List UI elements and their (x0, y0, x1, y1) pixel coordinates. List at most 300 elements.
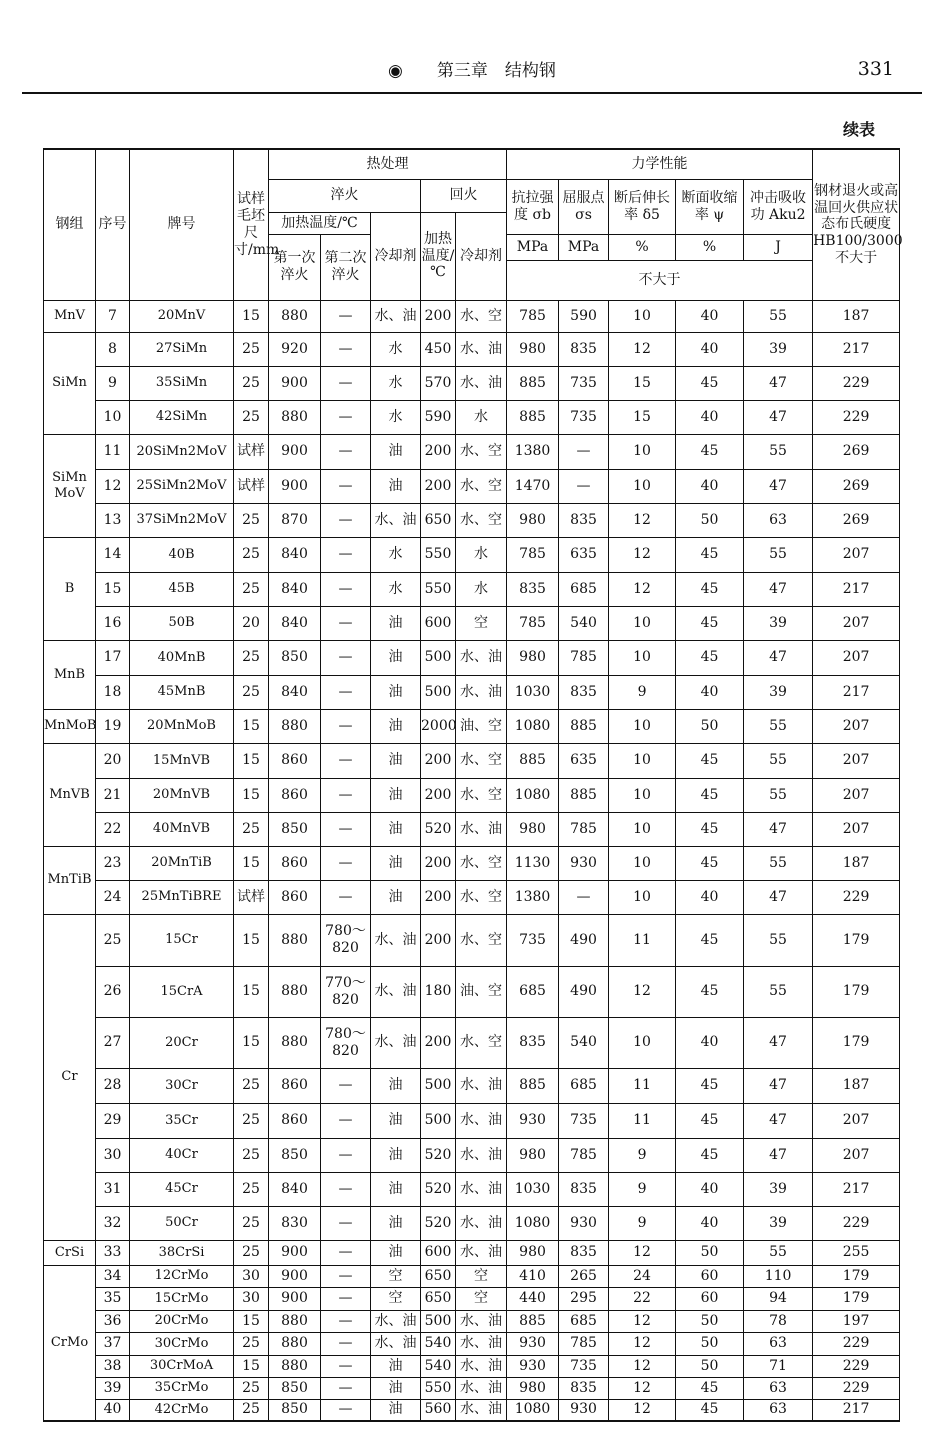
cell-q2: 770～ 820 (321, 966, 371, 1017)
cell-ss: 685 (559, 572, 609, 606)
cell-qcool: 水、油 (371, 1332, 421, 1355)
cell-ak: 55 (744, 743, 813, 778)
cell-ak: 47 (744, 469, 813, 503)
col-d5: 断后伸长率 δ5 (609, 179, 676, 234)
table-body (44, 300, 900, 1421)
cell-sb: 885 (507, 366, 559, 400)
cell-ak: 55 (744, 966, 813, 1017)
col-sb: 抗拉强度 σb (507, 179, 559, 234)
cell-size: 25 (234, 503, 269, 537)
cell-no: 36 (96, 1310, 130, 1332)
cell-size: 25 (234, 1206, 269, 1240)
cell-q1: 830 (269, 1206, 321, 1240)
cell-q2: — (321, 743, 371, 778)
cell-qcool: 水、油 (371, 1310, 421, 1332)
cell-size: 25 (234, 1068, 269, 1103)
cell-d5: 12 (609, 1355, 676, 1377)
cell-size: 25 (234, 1377, 269, 1399)
cell-ttemp: 560 (421, 1399, 456, 1421)
cell-ttemp: 520 (421, 812, 456, 846)
cell-tcool: 水、空 (456, 469, 507, 503)
cell-group: CrSi (44, 1240, 96, 1265)
cell-tcool: 水、油 (456, 640, 507, 675)
cell-size: 25 (234, 675, 269, 709)
cell-hb: 229 (813, 1206, 900, 1240)
cell-tcool: 水、油 (456, 1377, 507, 1399)
cell-d5: 10 (609, 640, 676, 675)
table-row (44, 640, 900, 675)
cell-d5: 12 (609, 503, 676, 537)
col-group: 钢组 (44, 149, 96, 300)
cell-size: 25 (234, 332, 269, 366)
cell-group: MnMoB (44, 709, 96, 743)
cell-no: 33 (96, 1240, 130, 1265)
cell-grade: 35SiMn (130, 366, 234, 400)
cell-ak: 47 (744, 1103, 813, 1138)
cell-qcool: 油 (371, 1068, 421, 1103)
cell-size: 15 (234, 966, 269, 1017)
cell-ttemp: 200 (421, 914, 456, 966)
cell-ttemp: 570 (421, 366, 456, 400)
table-row (44, 1138, 900, 1172)
table-row (44, 434, 900, 469)
cell-no: 27 (96, 1017, 130, 1068)
cell-d5: 10 (609, 434, 676, 469)
cell-sb: 410 (507, 1265, 559, 1287)
cell-qcool: 油 (371, 1240, 421, 1265)
cell-no: 39 (96, 1377, 130, 1399)
chapter-title: ◉ 第三章 结构钢 (388, 61, 556, 81)
cell-size: 25 (234, 1399, 269, 1421)
unit-pct: % (676, 234, 744, 260)
cell-hb: 229 (813, 366, 900, 400)
cell-q2: — (321, 300, 371, 332)
cell-ak: 71 (744, 1355, 813, 1377)
cell-q1: 900 (269, 366, 321, 400)
cell-tcool: 水 (456, 537, 507, 572)
cell-qcool: 油 (371, 778, 421, 812)
cell-psi: 40 (676, 332, 744, 366)
cell-no: 13 (96, 503, 130, 537)
cell-q2: — (321, 1240, 371, 1265)
cell-ak: 47 (744, 572, 813, 606)
cell-q2: — (321, 1103, 371, 1138)
cell-tcool: 水、空 (456, 880, 507, 914)
table-row (44, 366, 900, 400)
cell-ttemp: 200 (421, 434, 456, 469)
cell-hb: 229 (813, 1332, 900, 1355)
cell-ak: 39 (744, 675, 813, 709)
cell-q2: — (321, 1206, 371, 1240)
cell-size: 25 (234, 1332, 269, 1355)
col-ss: 屈服点 σs (559, 179, 609, 234)
cell-grade: 20MnMoB (130, 709, 234, 743)
table-header (44, 149, 903, 300)
cell-q2: — (321, 778, 371, 812)
cell-ss: 835 (559, 1377, 609, 1399)
unit-j: J (744, 234, 813, 260)
cell-ss: 490 (559, 914, 609, 966)
cell-no: 35 (96, 1287, 130, 1310)
cell-qcool: 水、油 (371, 966, 421, 1017)
cell-grade: 45MnB (130, 675, 234, 709)
col-q1: 第一次淬火 (269, 234, 321, 300)
cell-tcool: 水、油 (456, 1332, 507, 1355)
cell-grade: 50Cr (130, 1206, 234, 1240)
cell-q1: 840 (269, 537, 321, 572)
cell-group: MnTiB (44, 846, 96, 914)
cell-tcool: 油、空 (456, 966, 507, 1017)
cell-sb: 835 (507, 1017, 559, 1068)
cell-qcool: 油 (371, 1399, 421, 1421)
cell-d5: 12 (609, 1310, 676, 1332)
cell-no: 37 (96, 1332, 130, 1355)
cell-tcool: 水、空 (456, 300, 507, 332)
cell-hb: 207 (813, 537, 900, 572)
cell-q1: 880 (269, 1017, 321, 1068)
cell-no: 23 (96, 846, 130, 880)
cell-psi: 50 (676, 503, 744, 537)
cell-hb: 179 (813, 966, 900, 1017)
cell-hb: 207 (813, 709, 900, 743)
col-qtemp: 加热温度/℃ (269, 212, 371, 234)
cell-ss: 735 (559, 1355, 609, 1377)
cell-hb: 229 (813, 1377, 900, 1399)
table-row (44, 400, 900, 434)
cell-tcool: 水、空 (456, 778, 507, 812)
cell-sb: 835 (507, 572, 559, 606)
table-row (44, 914, 900, 966)
cell-hb: 217 (813, 675, 900, 709)
cell-psi: 40 (676, 1172, 744, 1206)
cell-ak: 55 (744, 846, 813, 880)
cell-tcool: 水、油 (456, 675, 507, 709)
col-not-less: 不大于 (507, 260, 813, 300)
cell-qcool: 油 (371, 846, 421, 880)
cell-q1: 860 (269, 846, 321, 880)
col-temper: 回火 (421, 179, 507, 212)
cell-ak: 47 (744, 880, 813, 914)
cell-q2: — (321, 1172, 371, 1206)
cell-psi: 50 (676, 1332, 744, 1355)
cell-q2: — (321, 1377, 371, 1399)
col-ttemp: 加热温度/℃ (421, 212, 456, 300)
table-row (44, 1399, 900, 1421)
cell-q1: 900 (269, 469, 321, 503)
cell-q1: 860 (269, 880, 321, 914)
page-header (22, 0, 922, 94)
cell-hb: 179 (813, 914, 900, 966)
cell-d5: 10 (609, 1017, 676, 1068)
cell-sb: 980 (507, 812, 559, 846)
cell-grade: 20Cr (130, 1017, 234, 1068)
cell-q2: — (321, 846, 371, 880)
cell-hb: 179 (813, 1265, 900, 1287)
cell-sb: 785 (507, 606, 559, 640)
cell-hb: 217 (813, 1399, 900, 1421)
cell-size: 15 (234, 300, 269, 332)
cell-ss: 835 (559, 332, 609, 366)
table-row (44, 966, 900, 1017)
cell-psi: 45 (676, 1103, 744, 1138)
cell-psi: 45 (676, 966, 744, 1017)
cell-qcool: 油 (371, 1355, 421, 1377)
cell-qcool: 油 (371, 1138, 421, 1172)
cell-sb: 1130 (507, 846, 559, 880)
cell-size: 25 (234, 812, 269, 846)
cell-grade: 30Cr (130, 1068, 234, 1103)
cell-ttemp: 540 (421, 1355, 456, 1377)
cell-d5: 9 (609, 1172, 676, 1206)
cell-q1: 840 (269, 1172, 321, 1206)
cell-tcool: 水、空 (456, 503, 507, 537)
cell-d5: 10 (609, 846, 676, 880)
cell-ak: 55 (744, 300, 813, 332)
cell-psi: 45 (676, 1377, 744, 1399)
cell-ttemp: 550 (421, 1377, 456, 1399)
cell-group: MnVB (44, 743, 96, 846)
cell-tcool: 水、空 (456, 1017, 507, 1068)
cell-psi: 60 (676, 1265, 744, 1287)
cell-q1: 920 (269, 332, 321, 366)
cell-ss: 835 (559, 675, 609, 709)
cell-no: 38 (96, 1355, 130, 1377)
cell-ss: 735 (559, 400, 609, 434)
cell-sb: 980 (507, 1138, 559, 1172)
cell-ss: — (559, 469, 609, 503)
cell-no: 10 (96, 400, 130, 434)
cell-sb: 885 (507, 1068, 559, 1103)
cell-d5: 12 (609, 1240, 676, 1265)
cell-psi: 60 (676, 1287, 744, 1310)
cell-q2: — (321, 1355, 371, 1377)
cell-sb: 885 (507, 400, 559, 434)
cell-ak: 55 (744, 537, 813, 572)
cell-psi: 45 (676, 606, 744, 640)
cell-d5: 11 (609, 1103, 676, 1138)
cell-no: 19 (96, 709, 130, 743)
cell-hb: 187 (813, 846, 900, 880)
cell-q1: 860 (269, 778, 321, 812)
cell-q2: — (321, 1138, 371, 1172)
cell-no: 16 (96, 606, 130, 640)
cell-sb: 930 (507, 1103, 559, 1138)
cell-tcool: 水、油 (456, 1399, 507, 1421)
cell-size: 15 (234, 778, 269, 812)
cell-no: 14 (96, 537, 130, 572)
cell-ss: 540 (559, 1017, 609, 1068)
cell-sb: 1080 (507, 1399, 559, 1421)
cell-tcool: 水、油 (456, 366, 507, 400)
cell-psi: 45 (676, 640, 744, 675)
cell-hb: 269 (813, 434, 900, 469)
cell-q1: 880 (269, 1310, 321, 1332)
cell-d5: 12 (609, 1399, 676, 1421)
cell-qcool: 水、油 (371, 300, 421, 332)
table-row (44, 1017, 900, 1068)
cell-size: 试样 (234, 434, 269, 469)
cell-qcool: 油 (371, 606, 421, 640)
cell-ttemp: 540 (421, 1332, 456, 1355)
cell-no: 9 (96, 366, 130, 400)
cell-ak: 47 (744, 640, 813, 675)
cell-no: 40 (96, 1399, 130, 1421)
table-row (44, 1310, 900, 1332)
cell-psi: 50 (676, 1240, 744, 1265)
cell-ss: 930 (559, 1399, 609, 1421)
cell-qcool: 水、油 (371, 503, 421, 537)
cell-ttemp: 200 (421, 469, 456, 503)
col-size: 试样毛坯尺寸/mm (234, 149, 269, 300)
cell-hb: 187 (813, 300, 900, 332)
cell-ss: 785 (559, 812, 609, 846)
cell-ttemp: 180 (421, 966, 456, 1017)
cell-grade: 25MnTiBRE (130, 880, 234, 914)
cell-ss: 835 (559, 1172, 609, 1206)
cell-sb: 980 (507, 1377, 559, 1399)
cell-size: 30 (234, 1287, 269, 1310)
cell-psi: 45 (676, 778, 744, 812)
cell-ak: 78 (744, 1310, 813, 1332)
cell-ak: 47 (744, 812, 813, 846)
table-row (44, 1206, 900, 1240)
cell-q2: — (321, 1287, 371, 1310)
cell-sb: 735 (507, 914, 559, 966)
cell-tcool: 水、油 (456, 1355, 507, 1377)
cell-q1: 880 (269, 400, 321, 434)
cell-q1: 840 (269, 572, 321, 606)
cell-q1: 870 (269, 503, 321, 537)
cell-grade: 20CrMo (130, 1310, 234, 1332)
cell-group: Cr (44, 914, 96, 1240)
cell-ttemp: 2000 (421, 709, 456, 743)
cell-grade: 37SiMn2MoV (130, 503, 234, 537)
cell-sb: 685 (507, 966, 559, 1017)
cell-ss: 885 (559, 778, 609, 812)
cell-ss: 590 (559, 300, 609, 332)
cell-qcool: 水 (371, 572, 421, 606)
cell-d5: 10 (609, 812, 676, 846)
cell-tcool: 空 (456, 1265, 507, 1287)
cell-q1: 880 (269, 1332, 321, 1355)
cell-hb: 207 (813, 812, 900, 846)
cell-hb: 179 (813, 1017, 900, 1068)
cell-d5: 22 (609, 1287, 676, 1310)
table-row (44, 812, 900, 846)
cell-hb: 179 (813, 1287, 900, 1310)
cell-ss: 785 (559, 640, 609, 675)
cell-size: 25 (234, 1172, 269, 1206)
table-row (44, 1172, 900, 1206)
cell-no: 30 (96, 1138, 130, 1172)
table-row (44, 1265, 900, 1287)
cell-ss: 265 (559, 1265, 609, 1287)
cell-q1: 880 (269, 300, 321, 332)
cell-ss: 835 (559, 1240, 609, 1265)
cell-ttemp: 500 (421, 675, 456, 709)
col-ak: 冲击吸收功 Aku2 (744, 179, 813, 234)
cell-ss: 785 (559, 1138, 609, 1172)
cell-ttemp: 600 (421, 606, 456, 640)
table-row (44, 743, 900, 778)
cell-ttemp: 200 (421, 778, 456, 812)
cell-sb: 1080 (507, 1206, 559, 1240)
col-grade: 牌号 (130, 149, 234, 300)
cell-group: SiMn MoV (44, 434, 96, 537)
cell-q1: 900 (269, 434, 321, 469)
cell-sb: 1080 (507, 778, 559, 812)
cell-ttemp: 200 (421, 880, 456, 914)
cell-q1: 880 (269, 1355, 321, 1377)
cell-grade: 40MnB (130, 640, 234, 675)
cell-psi: 45 (676, 1399, 744, 1421)
cell-qcool: 水、油 (371, 1017, 421, 1068)
cell-d5: 11 (609, 1068, 676, 1103)
col-no: 序号 (96, 149, 130, 300)
cell-size: 15 (234, 846, 269, 880)
cell-tcool: 水 (456, 572, 507, 606)
cell-ak: 63 (744, 503, 813, 537)
cell-ak: 55 (744, 434, 813, 469)
cell-grade: 12CrMo (130, 1265, 234, 1287)
col-qcool: 冷却剂 (371, 212, 421, 300)
cell-hb: 217 (813, 1172, 900, 1206)
cell-grade: 40Cr (130, 1138, 234, 1172)
cell-hb: 229 (813, 880, 900, 914)
cell-q2: — (321, 880, 371, 914)
cell-qcool: 油 (371, 1103, 421, 1138)
cell-q1: 850 (269, 1377, 321, 1399)
unit-mpa: MPa (507, 234, 559, 260)
cell-ttemp: 650 (421, 1265, 456, 1287)
col-quench: 淬火 (269, 179, 421, 212)
cell-size: 15 (234, 709, 269, 743)
cell-hb: 217 (813, 572, 900, 606)
cell-q1: 900 (269, 1287, 321, 1310)
cell-tcool: 水、空 (456, 846, 507, 880)
cell-hb: 269 (813, 469, 900, 503)
cell-group: CrMo (44, 1265, 96, 1421)
table-row (44, 1103, 900, 1138)
cell-ak: 47 (744, 1138, 813, 1172)
cell-d5: 12 (609, 537, 676, 572)
cell-ak: 47 (744, 366, 813, 400)
table-row (44, 300, 900, 332)
col-mech: 力学性能 (507, 149, 813, 179)
cell-ttemp: 550 (421, 537, 456, 572)
cell-d5: 12 (609, 572, 676, 606)
cell-group: MnV (44, 300, 96, 332)
cell-tcool: 水 (456, 400, 507, 434)
cell-no: 26 (96, 966, 130, 1017)
cell-tcool: 水、空 (456, 434, 507, 469)
table-row (44, 469, 900, 503)
cell-no: 8 (96, 332, 130, 366)
cell-qcool: 油 (371, 434, 421, 469)
cell-grade: 50B (130, 606, 234, 640)
cell-d5: 12 (609, 332, 676, 366)
cell-qcool: 油 (371, 812, 421, 846)
table-row (44, 709, 900, 743)
cell-d5: 15 (609, 366, 676, 400)
cell-ttemp: 590 (421, 400, 456, 434)
cell-hb: 207 (813, 1103, 900, 1138)
cell-ss: 635 (559, 537, 609, 572)
cell-sb: 1380 (507, 434, 559, 469)
cell-psi: 45 (676, 1068, 744, 1103)
cell-size: 25 (234, 640, 269, 675)
cell-size: 15 (234, 743, 269, 778)
